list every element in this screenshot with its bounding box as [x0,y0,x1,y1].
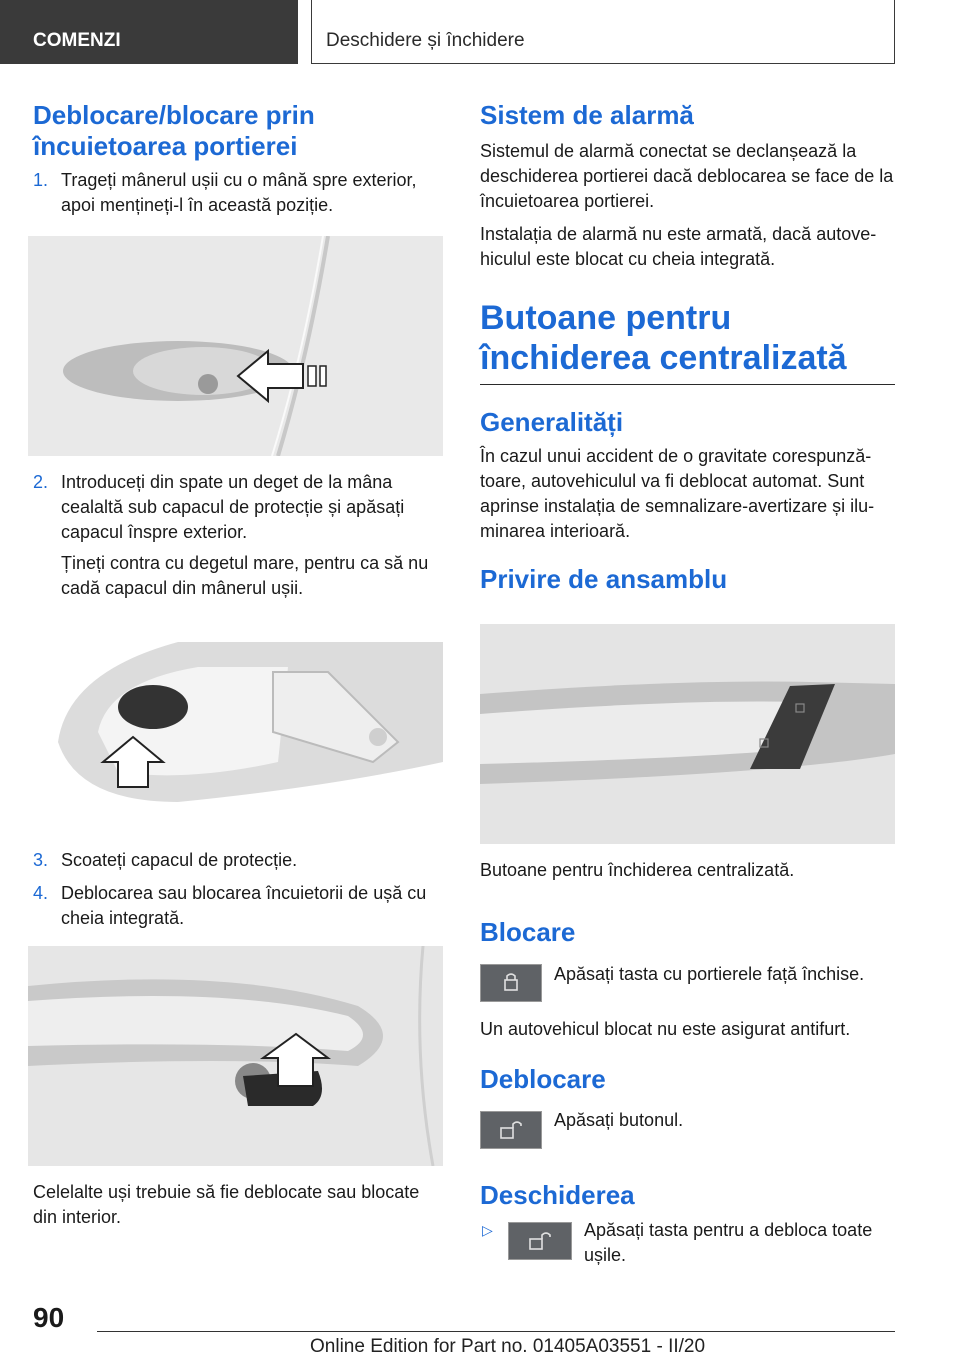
left-column-mid [33,470,443,601]
step-text: Scoateți capacul de protecție. [61,850,298,870]
step-4 [33,881,443,931]
footer-edition: Online Edition for Part no. 01405A03551 - II/20 [310,1336,706,1357]
door-lock-heading: Deblocare/blocare prin încuietoarea portierei [33,100,315,161]
unlock-icon [509,1223,571,1259]
right-column-lower [480,858,895,948]
integrated-key-photo [28,946,443,1166]
unlock-button-image [480,1111,542,1149]
alarm-paragraph-1: Sistemul de alarmă conectat se declanșează la deschiderea portierei dacă deblocarea se face de la încuietoarea portierei. [480,141,894,211]
open-button-image [508,1222,572,1260]
footer-rule [97,1331,895,1332]
right-column [480,100,895,595]
open-text-block [584,1218,894,1268]
alarm-heading: Sistem de alarmă [480,100,694,130]
alarm-paragraph-2: Instalația de alarmă nu este armată, dacă autove-hiculul este blocat cu cheia integrată. [480,224,877,269]
door-handle-photo [28,236,443,456]
step-number: 2. [33,472,49,492]
general-paragraph: În cazul unui accident de o gravitate corespunză-toare, autovehiculul va fi deblocat automat. Sunt aprinse instalația de semnalizare-avertizare și ilu-minarea interioară. [480,446,875,541]
closing-text: Celelalte uși trebuie să fie deblocate sau blocate din interior. [33,1182,420,1227]
step-2 [33,470,443,545]
main-heading-block [480,298,895,385]
open-heading-block [480,1180,895,1211]
page-number: 90 [33,1302,65,1333]
lock-text-block [554,962,894,987]
step-3 [33,848,443,873]
left-column-closing [33,1180,443,1230]
section-tab: Deschidere și închidere [311,0,895,64]
lock-note: Un autovehicul blocat nu este asigurat antifurt. [480,1019,851,1039]
protective-cover-photo [28,612,443,832]
left-column-lower [33,848,443,931]
step-text: Deblocarea sau blocarea încuietorii de ușă cu cheia integrată. [61,883,427,928]
lock-instruction: Apăsați tasta cu portierele față închise. [554,964,865,984]
overview-heading: Privire de ansamblu [480,564,728,594]
step-number: 3. [33,850,49,870]
lock-icon [481,965,541,1001]
step-text: Introduceți din spate un deget de la mâna cealaltă sub capacul de protecție și apăsați capacul înspre exterior. [61,472,405,542]
unlock-instruction: Apăsați butonul. [554,1110,684,1130]
lock-button-image [480,964,542,1002]
left-column [33,100,443,218]
step-1 [33,168,443,218]
step-2-note: Țineți contra cu degetul mare, pentru ca să nu cadă capacul din mânerul ușii. [61,553,429,598]
central-locking-buttons-photo [480,624,895,844]
overview-caption: Butoane pentru închiderea centralizată. [480,860,795,880]
step-text: Trageți mânerul ușii cu o mână spre exterior, apoi mențineți-l în această poziție. [61,170,417,215]
unlock-icon [481,1112,541,1148]
lock-note-block [480,1017,895,1095]
open-heading: Deschiderea [480,1180,635,1210]
general-heading: Generalități [480,407,624,437]
chapter-tab: COMENZI [0,0,298,64]
central-locking-heading: Butoane pentru închiderea centralizată [480,299,847,377]
unlock-heading: Deblocare [480,1064,606,1094]
step-number: 1. [33,170,49,190]
list-triangle-icon: ▷ [482,1222,493,1238]
lock-heading: Blocare [480,917,576,947]
open-instruction: Apăsați tasta pentru a debloca toate ușile. [584,1220,873,1265]
unlock-text-block [554,1108,894,1133]
step-number: 4. [33,883,49,903]
